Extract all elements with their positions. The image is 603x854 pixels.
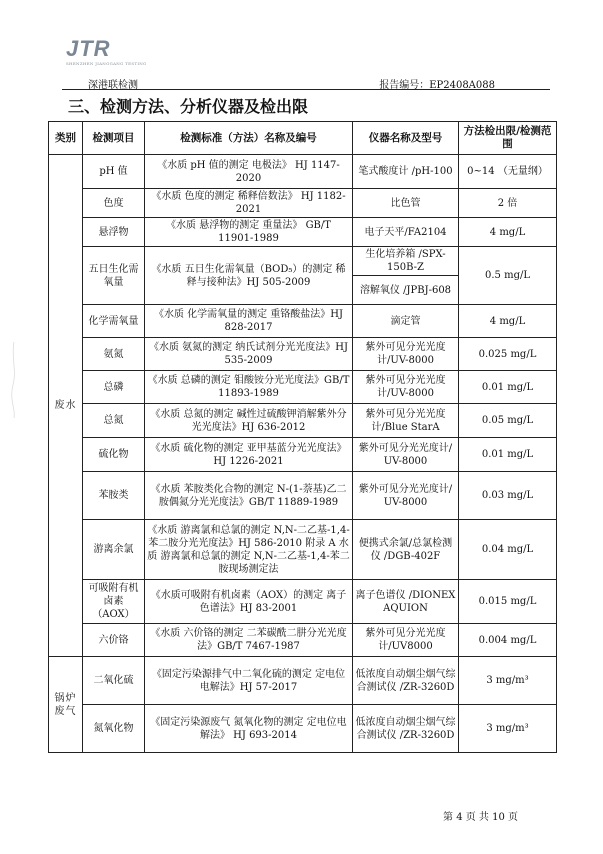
company-name: 深港联检测 bbox=[88, 80, 138, 91]
standard-cell: 《水质 苯胺类化合物的测定 N-(1-萘基)乙二胺偶氮分光光度法》GB/T 11889-1989 bbox=[145, 472, 353, 520]
table-row bbox=[49, 338, 557, 371]
table-row bbox=[49, 247, 557, 276]
report-number: 报告编号：EP2408A088 bbox=[379, 80, 495, 91]
limit-cell: 3 mg/m³ bbox=[459, 657, 557, 705]
item-cell: 悬浮物 bbox=[83, 218, 145, 247]
header-instrument: 仪器名称及型号 bbox=[353, 122, 459, 155]
instrument-cell: 紫外可见分光光度计/UV8000 bbox=[353, 624, 459, 657]
item-cell: 总氮 bbox=[83, 404, 145, 438]
item-cell: 苯胺类 bbox=[83, 472, 145, 520]
section-title: 三、检测方法、分析仪器及检出限 bbox=[68, 97, 309, 116]
standard-cell: 《水质 色度的测定 稀释倍数法》 HJ 1182-2021 bbox=[145, 189, 353, 218]
standard-cell: 《水质 悬浮物的测定 重量法》 GB/T 11901-1989 bbox=[145, 218, 353, 247]
item-cell: pH 值 bbox=[83, 155, 145, 189]
instrument-cell: 紫外可见分光光度计/UV-8000 bbox=[353, 371, 459, 404]
instrument-cell: 溶解氧仪 /JPBJ-608 bbox=[353, 276, 459, 305]
instrument-cell: 离子色谱仪 /DIONEX AQUION bbox=[353, 580, 459, 624]
instrument-cell: 紫外可见分光光度计/UV-8000 bbox=[353, 338, 459, 371]
table-row bbox=[49, 404, 557, 438]
limit-cell: 4 mg/L bbox=[459, 218, 557, 247]
item-cell: 氨氮 bbox=[83, 338, 145, 371]
table-row bbox=[49, 438, 557, 472]
header-category: 类别 bbox=[49, 122, 83, 155]
table-row bbox=[49, 305, 557, 338]
standard-cell: 《水质 总磷的测定 钼酸铵分光光度法》GB/T 11893-1989 bbox=[145, 371, 353, 404]
instrument-cell: 比色管 bbox=[353, 189, 459, 218]
item-cell: 色度 bbox=[83, 189, 145, 218]
page-number: 第 4 页 共 10 页 bbox=[443, 812, 518, 823]
table-row bbox=[49, 218, 557, 247]
limit-cell: 0.01 mg/L bbox=[459, 371, 557, 404]
limit-cell: 0.004 mg/L bbox=[459, 624, 557, 657]
item-cell: 游离余氯 bbox=[83, 520, 145, 580]
table-row bbox=[49, 520, 557, 580]
instrument-cell: 便携式余氯/总氯检测仪 /DGB-402F bbox=[353, 520, 459, 580]
item-cell: 六价铬 bbox=[83, 624, 145, 657]
limit-cell: 0.01 mg/L bbox=[459, 438, 557, 472]
standard-cell: 《水质 游离氯和总氯的测定 N,N-二乙基-1,4-苯二胺分光光度法》HJ 586-2010 附录 A 水质 游离氯和总氯的测定 N,N-二乙基-1,4-苯二胺现场测定法 bbox=[145, 520, 353, 580]
standard-cell: 《水质 化学需氧量的测定 重铬酸盐法》HJ 828-2017 bbox=[145, 305, 353, 338]
methods-table bbox=[48, 121, 557, 753]
standard-cell: 《水质可吸附有机卤素（AOX）的测定 离子色谱法》HJ 83-2001 bbox=[145, 580, 353, 624]
logo-mark: JTR bbox=[66, 36, 111, 61]
instrument-cell: 紫外可见分光光度计/Blue StarA bbox=[353, 404, 459, 438]
limit-cell: 4 mg/L bbox=[459, 305, 557, 338]
standard-cell: 《水质 五日生化需氧量（BOD₅）的测定 稀释与接种法》HJ 505-2009 bbox=[145, 247, 353, 305]
instrument-cell: 电子天平/FA2104 bbox=[353, 218, 459, 247]
item-cell: 二氧化硫 bbox=[83, 657, 145, 705]
item-cell: 可吸附有机卤素（AOX） bbox=[83, 580, 145, 624]
limit-cell: 0.03 mg/L bbox=[459, 472, 557, 520]
limit-cell: 0.025 mg/L bbox=[459, 338, 557, 371]
item-cell: 氮氧化物 bbox=[83, 705, 145, 753]
table-row bbox=[49, 657, 557, 705]
limit-cell: 3 mg/m³ bbox=[459, 705, 557, 753]
standard-cell: 《水质 硫化物的测定 亚甲基蓝分光光度法》HJ 1226-2021 bbox=[145, 438, 353, 472]
table-row bbox=[49, 472, 557, 520]
limit-cell: 0~14 （无量纲） bbox=[459, 155, 557, 189]
category-boiler-gas: 锅炉废气 bbox=[49, 657, 83, 753]
header-limit: 方法检出限/检测范围 bbox=[459, 122, 557, 155]
standard-cell: 《水质 氨氮的测定 纳氏试剂分光光度法》HJ 535-2009 bbox=[145, 338, 353, 371]
table-row bbox=[49, 705, 557, 753]
limit-cell: 0.04 mg/L bbox=[459, 520, 557, 580]
table-row bbox=[49, 580, 557, 624]
instrument-cell: 低浓度自动烟尘烟气综合测试仪 /ZR-3260D bbox=[353, 657, 459, 705]
table-row bbox=[49, 189, 557, 218]
table-row bbox=[49, 155, 557, 189]
item-cell: 五日生化需氧量 bbox=[83, 247, 145, 305]
limit-cell: 2 倍 bbox=[459, 189, 557, 218]
header-standard: 检测标准（方法）名称及编号 bbox=[145, 122, 353, 155]
standard-cell: 《固定污染源排气中二氧化硫的测定 定电位电解法》HJ 57-2017 bbox=[145, 657, 353, 705]
standard-cell: 《水质 六价铬的测定 二苯碳酰二肼分光光度法》GB/T 7467-1987 bbox=[145, 624, 353, 657]
limit-cell: 0.05 mg/L bbox=[459, 404, 557, 438]
item-cell: 硫化物 bbox=[83, 438, 145, 472]
item-cell: 总磷 bbox=[83, 371, 145, 404]
category-wastewater: 废水 bbox=[49, 155, 83, 657]
table-row bbox=[49, 371, 557, 404]
standard-cell: 《固定污染源废气 氮氧化物的测定 定电位电解法》 HJ 693-2014 bbox=[145, 705, 353, 753]
header-item: 检测项目 bbox=[83, 122, 145, 155]
instrument-cell: 笔式酸度计 /pH-100 bbox=[353, 155, 459, 189]
item-cell: 化学需氧量 bbox=[83, 305, 145, 338]
instrument-cell: 生化培养箱 /SPX-150B-Z bbox=[353, 247, 459, 276]
header-divider bbox=[62, 89, 550, 90]
standard-cell: 《水质 总氮的测定 碱性过硫酸钾消解紫外分光光度法》HJ 636-2012 bbox=[145, 404, 353, 438]
margin-scribble bbox=[8, 340, 20, 420]
table-row bbox=[49, 624, 557, 657]
instrument-cell: 紫外可见分光光度计/ UV-8000 bbox=[353, 438, 459, 472]
instrument-cell: 紫外可见分光光度计/ UV-8000 bbox=[353, 472, 459, 520]
limit-cell: 0.5 mg/L bbox=[459, 247, 557, 305]
standard-cell: 《水质 pH 值的测定 电极法》 HJ 1147-2020 bbox=[145, 155, 353, 189]
instrument-cell: 滴定管 bbox=[353, 305, 459, 338]
limit-cell: 0.015 mg/L bbox=[459, 580, 557, 624]
logo-subtext: SHENZHEN JIANGGANG TESTING bbox=[66, 61, 147, 66]
instrument-cell: 低浓度自动烟尘烟气综合测试仪 /ZR-3260D bbox=[353, 705, 459, 753]
table-header-row bbox=[49, 122, 557, 155]
